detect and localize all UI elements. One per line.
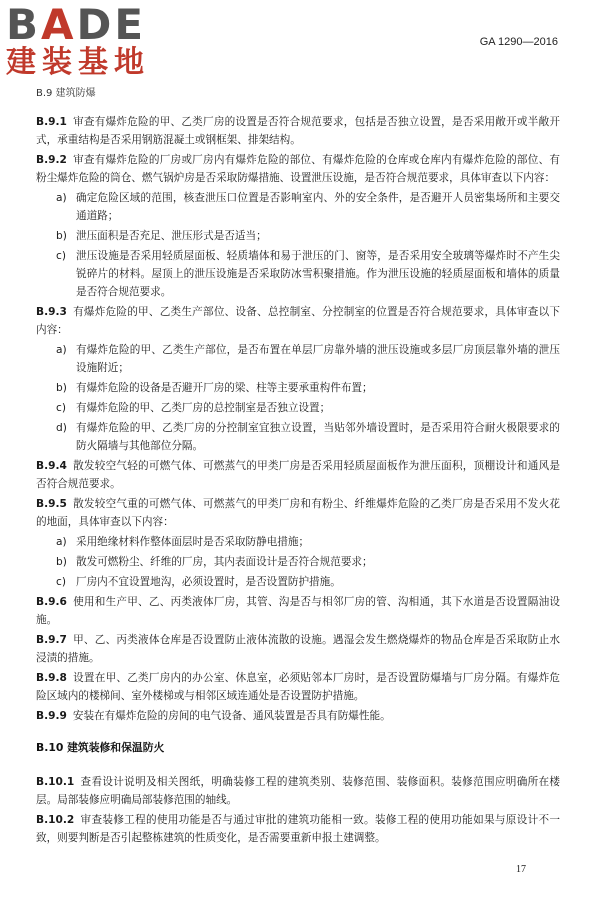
clause-b9-5: B.9.5 散发较空气重的可燃气体、可燃蒸气的甲类厂房和有粉尘、纤维爆炸危险的乙类厂房是否采用不发火花的地面，具体审查以下内容： [36,498,560,528]
document-body [36,85,560,849]
standard-code: GA 1290—2016 [479,36,558,48]
list-item: c) 有爆炸危险的甲、乙类厂房的总控制室是否独立设置； [56,402,331,414]
page-number: 17 [516,864,526,875]
logo-subtitle: 建装基地 [6,45,150,80]
clause-b9-7: B.9.7 甲、乙、丙类液体仓库是否设置防止液体流散的设施。遇湿会发生燃烧爆炸的物品仓库是否采取防止水浸渍的措施。 [36,634,560,664]
list-item: b) 散发可燃粉尘、纤维的厂房，其内表面设计是否符合规范要求； [56,556,373,568]
list-item: c) 泄压设施是否采用轻质屋面板、轻质墙体和易于泄压的门、窗等，是否采用安全玻璃等爆炸时不产生尖锐碎片的材料。屋顶上的泄压设施是否采取防冰雪积聚措施。作为泄压设施的轻质屋面板和墙体的质量是否符合规范要求。 [56,250,560,298]
clause-b10-1: B.10.1 查看设计说明及相关图纸，明确装修工程的建筑类别、装修范围、装修面积。装修范围应明确所在楼层。局部装修应明确局部装修范围的轴线。 [36,776,560,806]
list-item: a) 确定危险区域的范围，核查泄压口位置是否影响室内、外的安全条件，是否避开人员密集场所和主要交通道路； [56,192,560,222]
list-item: d) 有爆炸危险的甲、乙类厂房的分控制室宜独立设置，当贴邻外墙设置时，是否采用符合耐火极限要求的防火隔墙与其他部位分隔。 [56,422,560,452]
clause-b9-2: B.9.2 审查有爆炸危险的厂房或厂房内有爆炸危险的部位、有爆炸危险的仓库或仓库内有爆炸危险的部位、有粉尘爆炸危险的筒仓、燃气锅炉房是否采取防爆措施、设置泄压设施，是否符合规范要求，具体审查以下内容： [36,154,560,184]
clause-b9-8: B.9.8 设置在甲、乙类厂房内的办公室、休息室，必须贴邻本厂房时，是否设置防爆墙与厂房分隔。有爆炸危险区域内的楼梯间、室外楼梯或与相邻区域连通处是否设置防护措施。 [36,672,560,702]
list-item: b) 有爆炸危险的设备是否避开厂房的梁、柱等主要承重构件布置； [56,382,373,394]
clause-b9-9: B.9.9 安装在有爆炸危险的房间的电气设备、通风装置是否具有防爆性能。 [36,710,391,722]
site-logo [6,2,178,80]
clause-b9-4: B.9.4 散发较空气轻的可燃气体、可燃蒸气的甲类厂房是否采用轻质屋面板作为泄压面积，顶棚设计和通风是否符合规范要求。 [36,460,560,490]
logo-wordmark: BADE [6,0,147,49]
list-item: a) 有爆炸危险的甲、乙类生产部位，是否布置在单层厂房靠外墙的泄压设施或多层厂房顶层靠外墙的泄压设施附近； [56,344,560,374]
section-heading-b10: B.10 建筑装修和保温防火 [36,741,165,754]
list-item: a) 采用绝缘材料作整体面层时是否采取防静电措施； [56,536,310,548]
clause-b9-6: B.9.6 使用和生产甲、乙、丙类液体厂房，其管、沟是否与相邻厂房的管、沟相通，其下水道是否设置隔油设施。 [36,596,560,626]
section-heading-b9: B.9 建筑防爆 [36,88,96,99]
list-item: c) 厂房内不宜设置地沟，必须设置时，是否设置防护措施。 [56,576,341,588]
clause-b9-1: B.9.1 审查有爆炸危险的甲、乙类厂房的设置是否符合规范要求，包括是否独立设置，是否采用敞开或半敞开式，承重结构是否采用钢筋混凝土或钢框架、排架结构。 [36,116,560,146]
clause-b9-3: B.9.3 有爆炸危险的甲、乙类生产部位、设备、总控制室、分控制室的位置是否符合规范要求，具体审查以下内容： [36,306,560,336]
list-item: b) 泄压面积是否充足、泄压形式是否适当； [56,230,267,242]
clause-b10-2: B.10.2 审查装修工程的使用功能是否与通过审批的建筑功能相一致。装修工程的使用功能如果与原设计不一致，则要判断是否引起整栋建筑的性质变化，是否需要重新申报土建调整。 [36,814,560,844]
